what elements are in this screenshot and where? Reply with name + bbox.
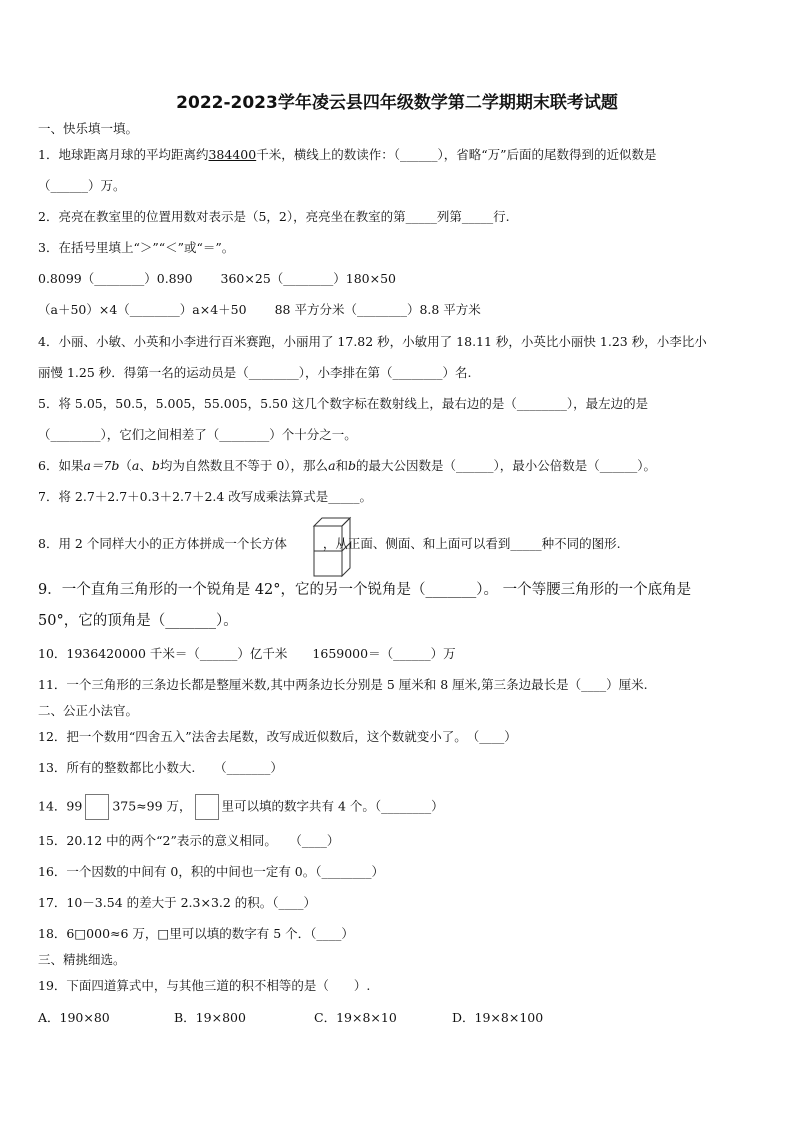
- question-16: 16．一个因数的中间有 0，积的中间也一定有 0。（________）: [38, 864, 385, 879]
- question-6: 6．如果a＝7b（a、b均为自然数且不等于 0），那么a和b的最大公因数是（______），最小公倍数是（______）。: [38, 458, 657, 473]
- question-7: 7．将 2.7＋2.7＋0.3＋2.7＋2.4 改写成乘法算式是_____。: [38, 489, 373, 504]
- question-9-line-2: 50°，它的顶角是（_______）。: [38, 613, 238, 629]
- question-4-line-1: 4．小丽、小敏、小英和小李进行百米赛跑，小丽用了 17.82 秒，小敏用了 18.11 秒，小英比小丽快 1.23 秒，小李比小: [38, 334, 707, 349]
- question-14: 14．99 375≈99 万， 里可以填的数字共有 4 个。（________）: [38, 794, 764, 820]
- option-b: B．19×800: [174, 1010, 246, 1025]
- question-11: 11．一个三角形的三条边长都是整厘米数,其中两条边长分别是 5 厘米和 8 厘米,第三条边最长是（____）厘米.: [38, 677, 648, 692]
- question-4-line-2: 丽慢 1.25 秒．得第一名的运动员是（________），小李排在第（________）名.: [38, 365, 472, 380]
- question-1-line-1: 1．地球距离月球的平均距离约384400千米，横线上的数读作：（______），省略“万”后面的尾数得到的近似数是: [38, 147, 657, 162]
- cuboid-figure: [312, 516, 352, 578]
- question-17: 17．10－3.54 的差大于 2.3×3.2 的积。（____）: [38, 895, 317, 910]
- section-heading-1: 一、快乐填一填。: [38, 121, 139, 136]
- question-19-options: [38, 1009, 764, 1027]
- question-10: 10．1936420000 千米＝（______）亿千米 1659000＝（______）万: [38, 646, 456, 661]
- question-5-line-1: 5．将 5.05，50.5，5.005，55.005，5.50 这几个数字标在数射线上，最右边的是（________），最左边的是: [38, 396, 649, 411]
- option-a: A．190×80: [38, 1010, 110, 1025]
- question-15: 15．20.12 中的两个“2”表示的意义相同。 （____）: [38, 833, 340, 848]
- page-title: 2022-2023学年凌云县四年级数学第二学期期末联考试题: [176, 93, 618, 113]
- blank-box-1: [85, 794, 109, 820]
- question-13: 13．所有的整数都比小数大. （_______）: [38, 760, 283, 775]
- question-5-line-2: （________），它们之间相差了（________）个十分之一。: [38, 427, 357, 442]
- question-19-stem: 19．下面四道算式中，与其他三道的积不相等的是（ ）.: [38, 978, 371, 993]
- question-9-line-1: 9．一个直角三角形的一个锐角是 42°，它的另一个锐角是（_______）。 一个等腰三角形的一个底角是: [38, 582, 692, 598]
- question-12: 12．把一个数用“四舍五入”法舍去尾数，改写成近似数后，这个数就变小了。 （____）: [38, 729, 517, 744]
- question-3-row-1: 0.8099（________）0.890 360×25（________）180×50: [38, 271, 397, 286]
- question-1-line-2: （______）万。: [38, 178, 126, 193]
- question-3-stem: 3．在括号里填上“＞”“＜”或“＝”。: [38, 240, 235, 255]
- section-heading-2: 二、公正小法官。: [38, 703, 139, 718]
- section-heading-3: 三、精挑细选。: [38, 952, 126, 967]
- option-d: D．19×8×100: [452, 1010, 544, 1025]
- question-18: 18．6□000≈6 万，□里可以填的数字有 5 个．（____）: [38, 926, 354, 941]
- question-8: 8．用 2 个同样大小的正方体拼成一个长方体 ，从正面、侧面、和上面可以看到_____种不同的图形.: [38, 536, 621, 551]
- question-3-row-2: （a＋50）×4（________）a×4＋50 88 平方分米（________）8.8 平方米: [38, 302, 481, 317]
- blank-box-2: [195, 794, 219, 820]
- option-c: C．19×8×10: [314, 1010, 397, 1025]
- question-2: 2．亮亮在教室里的位置用数对表示是（5，2），亮亮坐在教室的第_____列第_____行.: [38, 209, 510, 224]
